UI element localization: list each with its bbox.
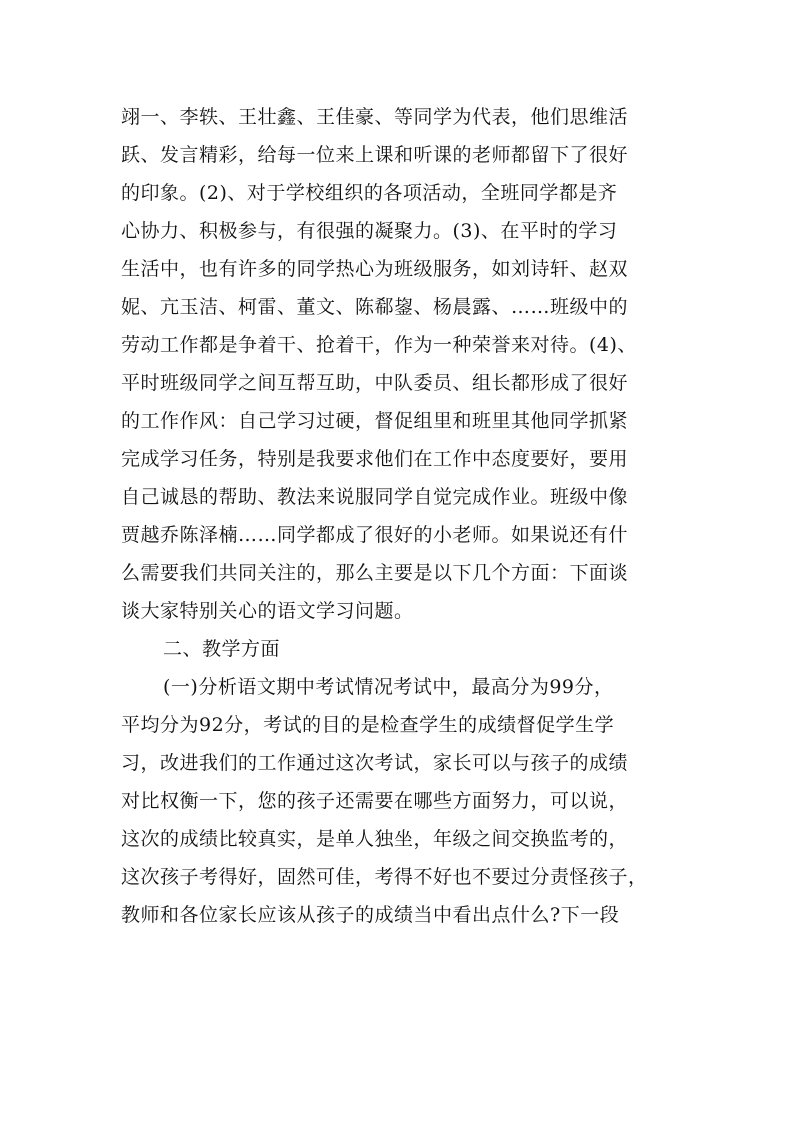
paragraph-line: 妮、亢玉洁、柯雷、董文、陈郗鋆、杨晨露、……班级中的 xyxy=(121,296,629,318)
body-text xyxy=(121,98,691,934)
paragraph-line: 翊一、李轶、王壮鑫、王佳豪、等同学为代表，他们思维活 xyxy=(121,106,629,128)
paragraph-line: 谈大家特别关心的语文学习问题。 xyxy=(121,600,414,622)
paragraph-line: 心协力、积极参与，有很强的凝聚力。(3)、在平时的学习 xyxy=(121,220,618,242)
paragraph-line: 跃、发言精彩，给每一位来上课和听课的老师都留下了很好 xyxy=(121,144,629,166)
paragraph-line: 生活中，也有许多的同学热心为班级服务，如刘诗轩、赵双 xyxy=(121,258,629,280)
paragraph-line: 劳动工作都是争着干、抢着干，作为一种荣誉来对待。(4)、 xyxy=(121,334,637,356)
paragraph-line: 贾越乔陈泽楠……同学都成了很好的小老师。如果说还有什 xyxy=(121,524,629,546)
paragraph-line: 完成学习任务，特别是我要求他们在工作中态度要好，要用 xyxy=(121,448,629,470)
paragraph-line: 自己诚恳的帮助、教法来说服同学自觉完成作业。班级中像 xyxy=(121,486,629,508)
section-paragraph-line: (一)分析语文期中考试情况考试中，最高分为99分， xyxy=(163,676,614,698)
section-paragraph-line: 这次的成绩比较真实，是单人独坐，年级之间交换监考的， xyxy=(121,828,629,850)
section-paragraph-line: 平均分为92分，考试的目的是检查学生的成绩督促学生学 xyxy=(121,714,615,736)
section-paragraph-line: 这次孩子考得好，固然可佳，考得不好也不要过分责怪孩子， xyxy=(121,866,648,888)
section-paragraph-line: 对比权衡一下，您的孩子还需要在哪些方面努力，可以说， xyxy=(121,790,629,812)
paragraph-line: 平时班级同学之间互帮互助，中队委员、组长都形成了很好 xyxy=(121,372,629,394)
section-heading: 二、教学方面 xyxy=(163,638,281,660)
section-paragraph-line: 习，改进我们的工作通过这次考试，家长可以与孩子的成绩 xyxy=(121,752,629,774)
paragraph-line: 的印象。(2)、对于学校组织的各项活动，全班同学都是齐 xyxy=(121,182,618,204)
section-paragraph-line: 教师和各位家长应该从孩子的成绩当中看出点什么?下一段 xyxy=(121,904,620,926)
paragraph-line: 么需要我们共同关注的，那么主要是以下几个方面：下面谈 xyxy=(121,562,629,584)
paragraph-line: 的工作作风：自己学习过硬，督促组里和班里其他同学抓紧 xyxy=(121,410,629,432)
